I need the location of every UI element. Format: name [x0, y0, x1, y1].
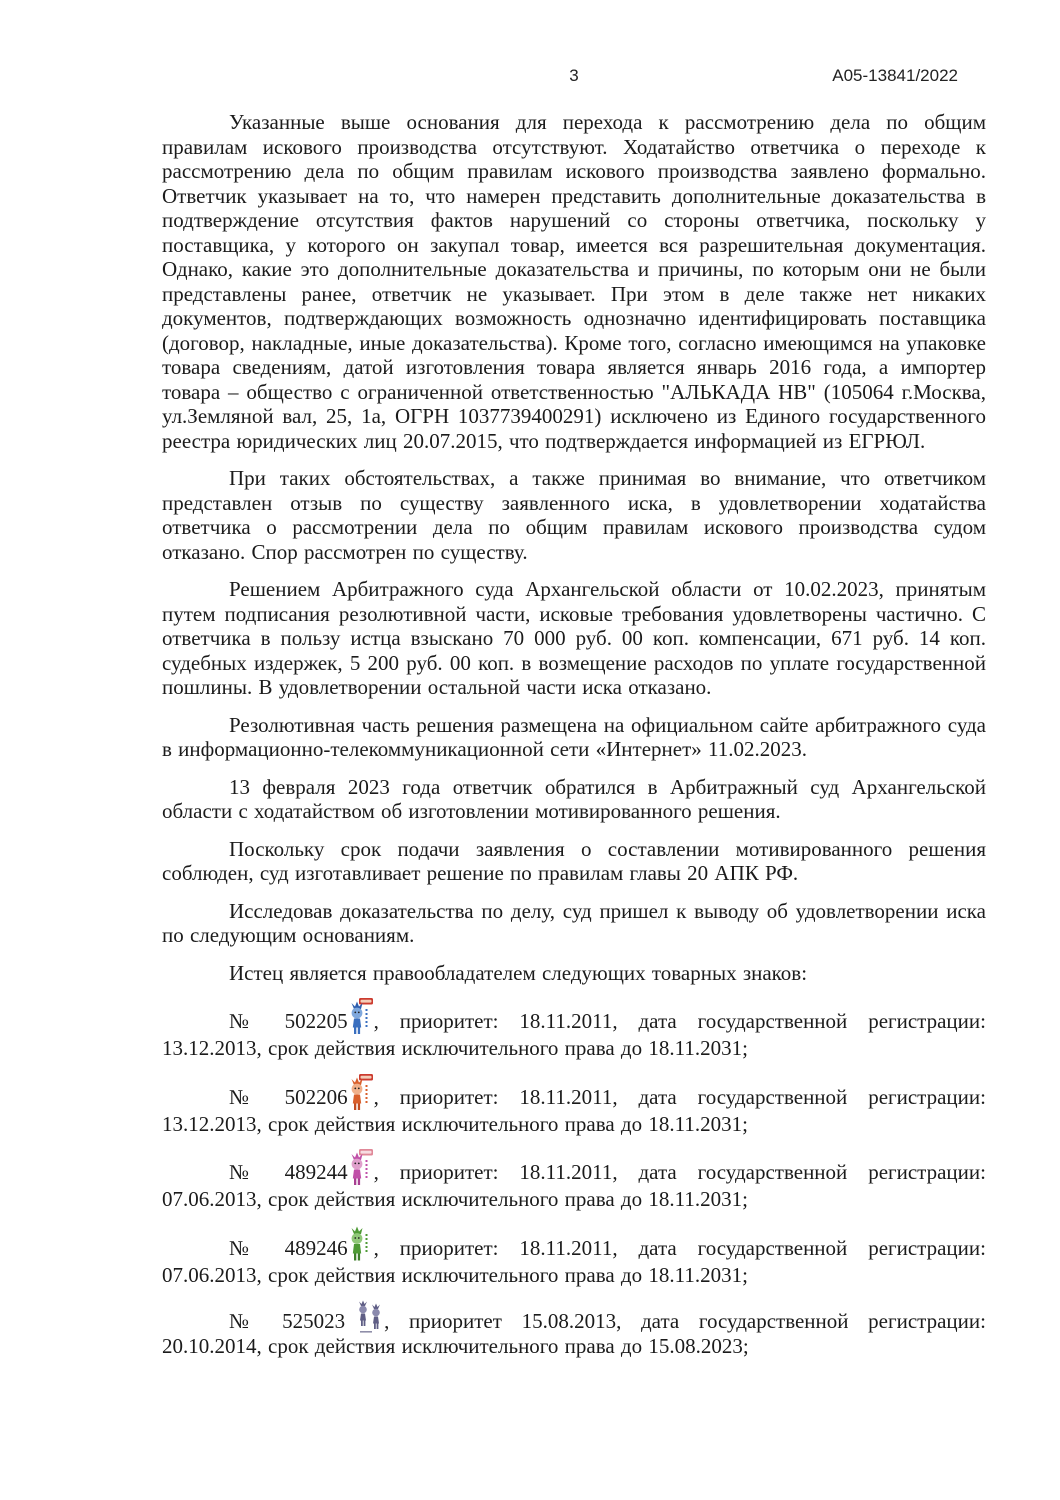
trademark-item-502206	[162, 1074, 986, 1137]
paragraph-reasoned-decision-request: 13 февраля 2023 года ответчик обратился в Арбитражный суд Архангельской области с ходатайством об изготовлении мотивированного решения.	[162, 774, 986, 823]
page-number: 3	[569, 66, 579, 85]
trademark-details: , приоритет: 18.11.2011, дата государственной регистрации: 07.06.2013, срок действия исключительного права до 18.11.2031;	[162, 1160, 986, 1211]
paragraph-grounds-absent: Указанные выше основания для перехода к рассмотрению дела по общим правилам искового производства отсутствуют. Ходатайство ответчика о переходе к рассмотрению дела по общим правилам искового производства заявлено формально. Ответчик указывает на то, что намерен представить дополнительные доказательства в подтверждение отсутствия фактов нарушений со стороны ответчика, поскольку у поставщика, у которого он закупал товар, имеется вся разрешительная документация. Однако, какие это дополнительные доказательства и причины, по которым они не были представлены ранее, ответчик не указывает. При этом в деле также нет никаких документов, подтверждающих возможность однозначно идентифицировать поставщика (договор, накладные, иные доказательства). Кроме того, согласно имеющимся на упаковке товара сведениям, датой изготовления товара является январь 2016 года, а импортер товара – общество с ограниченной ответственностью "АЛЬКАДА НВ" (105064 г.Москва, ул.Земляной вал, 25, 1а, ОГРН 1037739400291) исключено из Единого государственного реестра юридических лиц 20.07.2015, что подтверждается информацией из ЕГРЮЛ.	[162, 110, 986, 453]
blue-character-icon	[348, 998, 374, 1036]
trademark-item-489244	[162, 1149, 986, 1212]
trademark-details: , приоритет 15.08.2013, дата государственной регистрации: 20.10.2014, срок действия исключительного права до 15.08.2023;	[162, 1309, 986, 1358]
trademark-number: № 502205	[229, 1009, 348, 1033]
trademark-number: № 525023	[229, 1309, 346, 1333]
trademark-details: , приоритет: 18.11.2011, дата государственной регистрации: 13.12.2013, срок действия исключительного права до 18.11.2031;	[162, 1084, 986, 1136]
paragraph-deadline-met: Поскольку срок подачи заявления о составлении мотивированного решения соблюден, суд изготавливает решение по правилам главы 20 АПК РФ.	[162, 836, 986, 885]
document-content	[162, 66, 986, 1372]
trademark-number: № 489246	[229, 1235, 348, 1260]
trademark-item-525023	[162, 1300, 986, 1359]
trademark-item-489246	[162, 1225, 986, 1288]
orange-character-icon	[348, 1074, 374, 1112]
case-number: А05-13841/2022	[832, 66, 958, 85]
pink-character-icon	[348, 1149, 374, 1187]
green-character-icon	[348, 1225, 374, 1263]
trademark-number: № 489244	[229, 1160, 348, 1184]
trademark-item-502205	[162, 998, 986, 1061]
paragraph-trademark-intro: Истец является правообладателем следующих товарных знаков:	[229, 960, 808, 985]
trademark-details: , приоритет: 18.11.2011, дата государственной регистрации: 13.12.2013, срок действия исключительного права до 18.11.2031;	[162, 1009, 986, 1060]
paragraph-operative-part-published: Резолютивная часть решения размещена на официальном сайте арбитражного суда в информационно-телекоммуникационной сети «Интернет» 11.02.2023.	[162, 712, 986, 761]
trademark-details: , приоритет: 18.11.2011, дата государственной регистрации: 07.06.2013, срок действия исключительного права до 18.11.2031;	[162, 1235, 986, 1287]
page-header	[162, 66, 986, 86]
two-characters-icon	[354, 1300, 384, 1334]
trademark-number: № 502206	[229, 1084, 348, 1109]
paragraph-motion-denied: При таких обстоятельствах, а также принимая во внимание, что ответчиком представлен отзыв по существу заявленного иска, в удовлетворении ходатайства ответчика о рассмотрении дела по общим правилам искового производства судом отказано. Спор рассмотрен по существу.	[162, 466, 986, 564]
paragraph-decision-summary: Решением Арбитражного суда Архангельской области от 10.02.2023, принятым путем подписания резолютивной части, исковые требования удовлетворены частично. С ответчика в пользу истца взыскано 70 000 руб. 00 коп. компенсации, 671 руб. 14 коп. судебных издержек, 5 200 руб. 00 коп. в возмещение расходов по уплате государственной пошлины. В удовлетворении остальной части иска отказано.	[162, 577, 986, 699]
paragraph-court-conclusion: Исследовав доказательства по делу, суд пришел к выводу об удовлетворении иска по следующим основаниям.	[162, 898, 986, 947]
